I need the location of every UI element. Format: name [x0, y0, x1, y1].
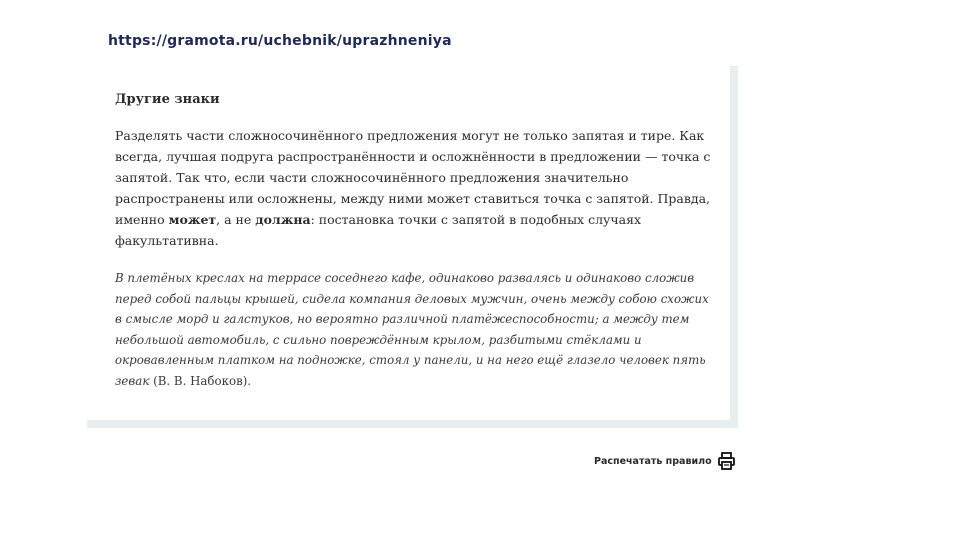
rule-bold-may: может	[168, 212, 217, 227]
rule-card	[87, 66, 730, 420]
rule-paragraph	[115, 125, 715, 251]
printer-icon[interactable]	[718, 452, 735, 470]
print-rule-button[interactable]	[594, 452, 735, 470]
rule-content	[115, 91, 715, 391]
rule-heading: Другие знаки	[115, 92, 220, 107]
print-rule-label[interactable]: Распечатать правило	[594, 455, 712, 467]
rule-bold-must: должна	[255, 212, 311, 227]
rule-card-frame	[87, 66, 738, 428]
source-url: https://gramota.ru/uchebnik/uprazhneniya	[108, 33, 452, 49]
rule-text-part-1: Разделять части сложносочинённого предложения могут не только запятая и тире. Как всегда, лучшая подруга распространённости и осложнённости в предложении — точка с запятой. Так что, если части сложносочинённого предложения значительно распространены или осложнены, между ними может ставиться точка с запятой. Правда, именно	[115, 128, 711, 227]
rule-text-part-3: : постановка точки с запятой в подобных случаях факультативна.	[115, 212, 642, 248]
example-quote-text: В плетёных креслах на террасе соседнего кафе, одинаково развалясь и одинаково сложив перед собой пальцы крышей, сидела компания деловых мужчин, очень между собою схожих в смысле морд и галстуков, но вероятно различной платёжеспособности; а между тем небольшой автомобиль, с сильно повреждённым крылом, разбитыми стёклами и окровавленным платком на подножке, стоял у панели, и на него ещё глазело человек пять зевак	[115, 271, 709, 388]
rule-text-part-2: , а не	[216, 212, 256, 227]
example-author: (В. В. Набоков).	[149, 373, 252, 388]
example-quote	[115, 268, 715, 391]
